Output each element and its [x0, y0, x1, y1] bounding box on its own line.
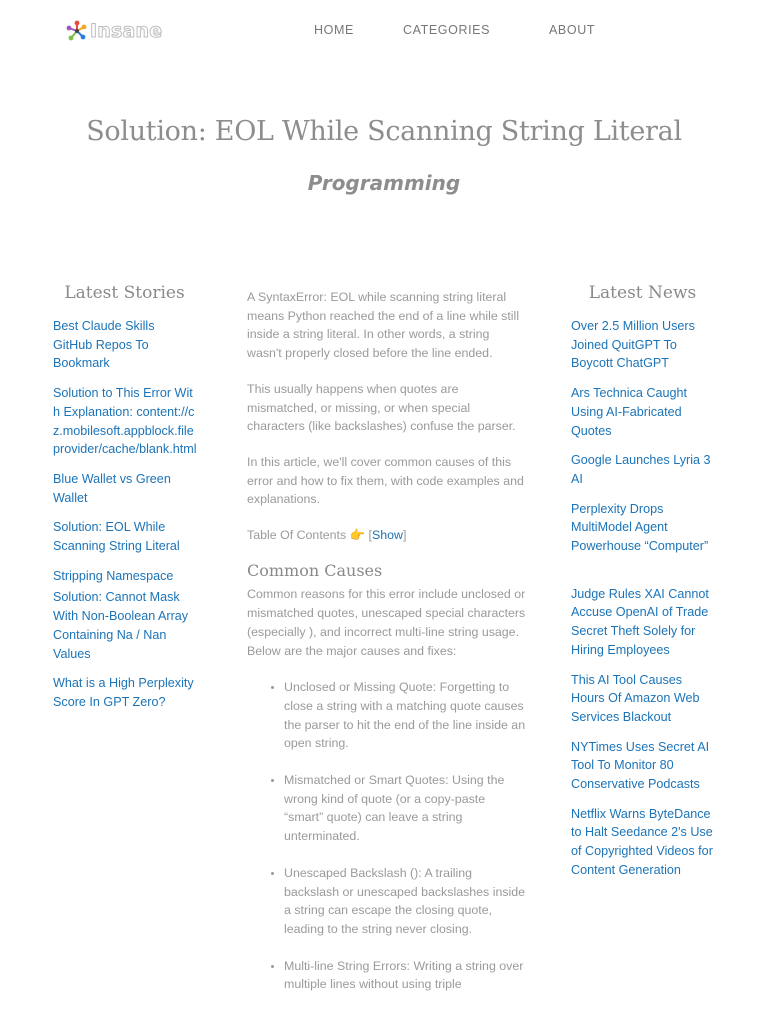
news-link[interactable]: Ars Technica Caught Using AI-Fabricated Quotes [571, 386, 687, 438]
causes-list [247, 678, 527, 994]
page-title: Solution: EOL While Scanning String Literal [86, 116, 682, 147]
logo-text: Insane [90, 20, 163, 42]
news-link[interactable]: NYTimes Uses Secret AI Tool To Monitor 80 Conservative Podcasts [571, 739, 710, 792]
list-item [53, 567, 197, 586]
list-item [571, 671, 717, 727]
nav-about-link[interactable]: ABOUT [549, 23, 596, 37]
nav-home-link[interactable]: HOME [314, 23, 354, 37]
list-item: • Mismatched or Smart Quotes: Using the wrong kind of quote (or a copy-paste “smart” quote) can leave a string unterminated. [284, 771, 527, 846]
list-item [53, 518, 197, 555]
article-body [247, 288, 527, 1012]
list-item [53, 384, 197, 459]
toc-label: Table Of Contents [247, 528, 347, 543]
story-link[interactable]: What is a High Perplexity Score In GPT Zero? [53, 676, 194, 709]
list-item [571, 738, 717, 794]
list-item [53, 317, 197, 373]
list-item [571, 500, 717, 556]
latest-news-heading: Latest News [588, 283, 697, 303]
list-item [571, 585, 717, 660]
story-link[interactable]: Solution: Cannot Mask With Non-Boolean Array Containing Na / Nan Values [53, 590, 189, 661]
article-paragraph: A SyntaxError: EOL while scanning string literal means Python reached the end of a line while still inside a string literal. In other words, a string wasn't properly closed before the line ended. [247, 290, 520, 361]
story-link[interactable]: Solution to This Error With Explanation: content://cz.mobilesoft.appblock.fileprovider/cache/blank.html [53, 386, 197, 457]
toc-show-toggle[interactable]: Show [371, 528, 403, 543]
list-item [571, 805, 717, 880]
list-item [571, 451, 717, 488]
logo-star-icon [66, 20, 88, 42]
table-of-contents [247, 526, 527, 545]
news-link[interactable]: Judge Rules XAI Cannot Accuse OpenAI of Trade Secret Theft Solely for Hiring Employees [571, 586, 709, 657]
section-intro: Common reasons for this error include unclosed or mismatched quotes, unescaped special characters (especially ), and incorrect multi-line string usage. Below are the major causes and fixes: [247, 587, 526, 658]
article-paragraph: In this article, we'll cover common causes of this error and how to fix them, with code examples and explanations. [247, 454, 524, 507]
story-link[interactable]: Stripping Namespace [53, 568, 174, 583]
story-link[interactable]: Best Claude Skills GitHub Repos To Bookmark [53, 319, 155, 371]
latest-stories-list [53, 317, 197, 723]
list-item: • Unescaped Backslash (): A trailing backslash or unescaped backslashes inside a string can escape the closing quote, leading to the string never closing. [284, 864, 527, 939]
toc-bracket-open: [ [368, 528, 372, 543]
list-item [53, 470, 197, 507]
list-item: • Multi-line String Errors: Writing a string over multiple lines without using triple [284, 957, 527, 994]
article-paragraph: This usually happens when quotes are mismatched, or missing, or when special characters (like backslashes) confuse the parser. [247, 381, 516, 434]
latest-stories-heading: Latest Stories [64, 283, 185, 303]
latest-news-list [571, 317, 717, 891]
section-heading: Common Causes [247, 560, 383, 580]
list-item [571, 317, 717, 373]
site-logo[interactable] [66, 20, 162, 42]
list-item [571, 384, 717, 440]
news-link[interactable]: Netflix Warns ByteDance to Halt Seedance 2's Use of Copyrighted Videos for Content Generation [571, 806, 713, 877]
news-link[interactable]: This AI Tool Causes Hours Of Amazon Web Services Blackout [571, 672, 700, 724]
list-item: • Unclosed or Missing Quote: Forgetting to close a string with a matching quote causes the parser to hit the end of the line inside an open string. [284, 678, 527, 753]
story-link[interactable]: Solution: EOL While Scanning String Literal [53, 520, 180, 554]
category-label[interactable]: Programming [307, 171, 461, 195]
news-link[interactable]: Google Launches Lyria 3 AI [571, 453, 711, 486]
nav-categories-link[interactable]: CATEGORIES [403, 23, 491, 37]
story-link[interactable]: Blue Wallet vs Green Wallet [53, 471, 171, 505]
pointing-hand-icon: 👉 [349, 528, 366, 543]
toc-bracket-close: ] [402, 528, 407, 543]
list-item [53, 674, 197, 711]
list-item [53, 588, 197, 663]
news-link[interactable]: Perplexity Drops MultiModel Agent Powerhouse “Computer” [571, 501, 709, 554]
news-link[interactable]: Over 2.5 Million Users Joined QuitGPT To Boycott ChatGPT [571, 319, 695, 371]
